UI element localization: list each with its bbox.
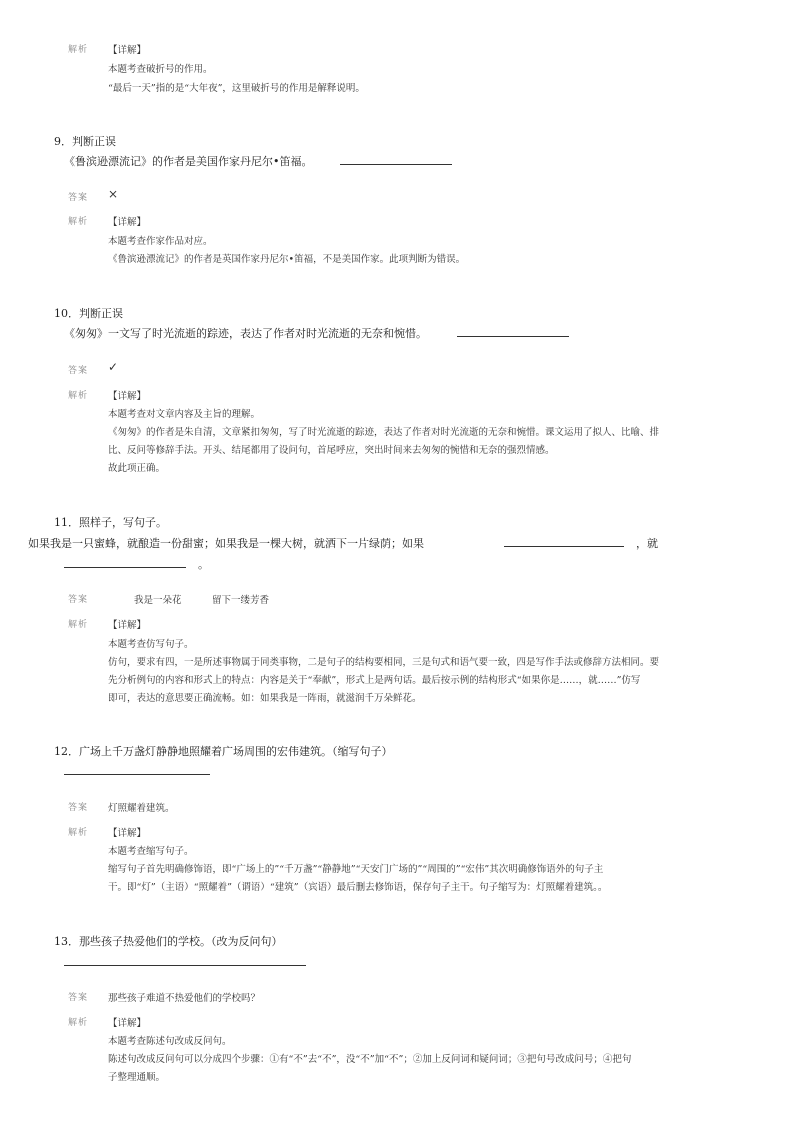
answer-value: 灯照耀着建筑。	[108, 803, 175, 814]
detail-heading: 【详解】	[108, 217, 147, 228]
analysis-line: 本题考查破折号的作用。	[108, 64, 213, 75]
question-title: 9．判断正误	[54, 135, 116, 148]
question-title: 10．判断正误	[54, 307, 123, 320]
answer-value-1: 我是一朵花	[134, 595, 182, 606]
detail-heading: 【详解】	[108, 1018, 147, 1029]
answer-label: 答案	[68, 193, 89, 203]
question-stem: 如果我是一只蜜蜂，就酿造一份甜蜜；如果我是一棵大树，就洒下一片绿荫；如果	[28, 537, 424, 550]
analysis-line: 仿句，要求有四，一是所述事物属于同类事物，二是句子的结构要相同，三是句式和语气要一致，四是写作手法或修辞方法相同。要	[108, 657, 660, 668]
answer-blank[interactable]	[64, 774, 210, 775]
answer-blank[interactable]	[340, 164, 452, 165]
analysis-line: 比、反问等修辞手法。开头、结尾都用了设问句，首尾呼应，突出时间来去匆匆的惋惜和无奈的强烈情感。	[108, 445, 555, 456]
answer-value: ×	[108, 187, 119, 201]
analysis-line: 故此项正确。	[108, 463, 166, 474]
answer-label: 答案	[68, 595, 89, 605]
answer-blank[interactable]	[457, 336, 569, 337]
analysis-label: 解析	[68, 828, 89, 838]
question-stem-mid: ，就	[636, 537, 658, 550]
analysis-label: 解析	[68, 620, 89, 630]
analysis-line: “最后一天”指的是“大年夜”，这里破折号的作用是解释说明。	[108, 83, 365, 94]
question-title: 11．照样子，写句子。	[54, 516, 167, 529]
analysis-line: 《匆匆》的作者是朱自清，文章紧扣匆匆，写了时光流逝的踪迹，表达了作者对时光流逝的无奈和惋惜。课文运用了拟人、比喻、排	[108, 427, 660, 438]
analysis-line: 即可，表达的意思要正确流畅。如：如果我是一阵雨，就滋润千万朵鲜花。	[108, 693, 422, 704]
analysis-line: 《鲁滨逊漂流记》的作者是英国作家丹尼尔•笛福，不是美国作家。此项判断为错误。	[108, 254, 466, 265]
analysis-line: 本题考查缩写句子。	[108, 846, 194, 857]
analysis-label: 解析	[68, 45, 89, 55]
question-title: 13．那些孩子热爱他们的学校。（改为反问句）	[54, 935, 283, 948]
detail-heading: 【详解】	[108, 828, 147, 839]
answer-value-2: 留下一缕芳香	[212, 595, 270, 606]
answer-value: ✓	[108, 360, 119, 374]
analysis-line: 干。即“灯”（主语）“照耀着”（谓语）“建筑”（宾语）最后删去修饰语，保存句子主干。句子缩写为：灯照耀着建筑。。	[108, 882, 608, 893]
answer-label: 答案	[68, 803, 89, 813]
answer-value: 那些孩子难道不热爱他们的学校吗？	[108, 993, 261, 1004]
analysis-label: 解析	[68, 391, 89, 401]
detail-heading: 【详解】	[108, 45, 147, 56]
detail-heading: 【详解】	[108, 620, 147, 631]
answer-label: 答案	[68, 993, 89, 1003]
analysis-line: 先分析例句的内容和形式上的特点：内容是关于“奉献”，形式上是两句话。最后按示例的结构形式“如果你是……，就……”仿写	[108, 675, 641, 686]
question-title: 12．广场上千万盏灯静静地照耀着广场周围的宏伟建筑。（缩写句子）	[54, 745, 393, 758]
answer-blank[interactable]	[64, 965, 306, 966]
question-stem-end: 。	[198, 558, 209, 571]
analysis-line: 本题考查仿写句子。	[108, 639, 194, 650]
question-stem: 《匆匆》一文写了时光流逝的踪迹，表达了作者对时光流逝的无奈和惋惜。	[64, 327, 427, 340]
analysis-line: 陈述句改成反问句可以分成四个步骤：①有“不”去“不”，没“不”加“不”；②加上反问词和疑问词；③把句号改成问号；④把句	[108, 1054, 632, 1065]
analysis-line: 本题考查陈述句改成反问句。	[108, 1036, 232, 1047]
analysis-line: 本题考查对文章内容及主旨的理解。	[108, 409, 261, 420]
analysis-line: 子整理通顺。	[108, 1072, 166, 1083]
answer-blank-2[interactable]	[64, 567, 186, 568]
analysis-label: 解析	[68, 1018, 89, 1028]
answer-label: 答案	[68, 366, 89, 376]
detail-heading: 【详解】	[108, 391, 147, 402]
analysis-line: 缩写句子首先明确修饰语，即“广场上的”“千万盏”“静静地”“天安门广场的”“周围的”“宏伟”其次明确修饰语外的句子主	[108, 864, 604, 875]
analysis-label: 解析	[68, 217, 89, 227]
answer-blank-1[interactable]	[504, 546, 624, 547]
analysis-line: 本题考查作家作品对应。	[108, 236, 213, 247]
question-stem: 《鲁滨逊漂流记》的作者是美国作家丹尼尔•笛福。	[64, 155, 313, 168]
